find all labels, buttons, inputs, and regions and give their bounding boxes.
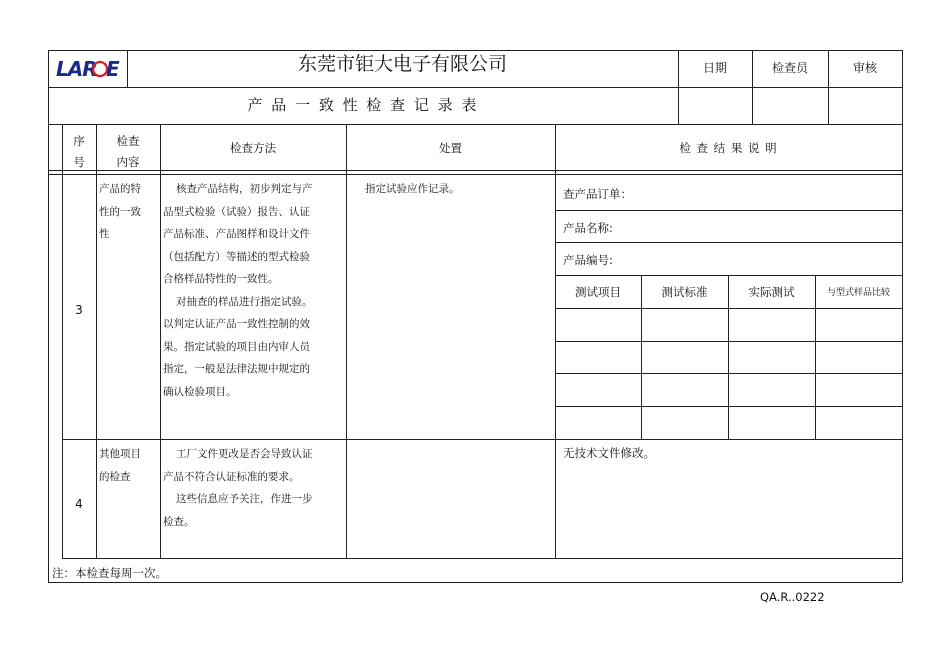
col-header-result: 检 查 结 果 说 明 xyxy=(679,141,778,155)
row-method xyxy=(163,178,313,403)
svg-text:E: E xyxy=(106,57,120,81)
text-line: 其他项目 xyxy=(99,448,141,460)
text-line: 的检查 xyxy=(99,470,131,483)
row-result: 无技术文件修改。 xyxy=(563,446,655,460)
text-line: 果。指定试验的项目由内审人员 xyxy=(163,340,310,353)
col-header-seq-text: 序号 xyxy=(73,134,85,169)
order-field-label: 查产品订单： xyxy=(563,187,632,201)
col-header-content-text: 检查内容 xyxy=(116,134,140,169)
test-standard-header: 测试标准 xyxy=(661,285,708,299)
row-number: 4 xyxy=(75,497,83,511)
compare-sample-header: 与型式样品比较 xyxy=(826,288,890,298)
text-line: 性的一致 xyxy=(99,205,141,218)
col-header-disposal: 处置 xyxy=(439,141,462,155)
date-label: 日期 xyxy=(702,61,727,75)
row-disposal: 指定试验应作记录。 xyxy=(365,183,460,195)
product-name-label: 产品名称: xyxy=(563,221,613,235)
text-line: 检查。 xyxy=(163,515,195,528)
text-line: 对抽查的样品进行指定试验。 xyxy=(176,295,313,308)
text-line: 工厂文件更改是否会导致认证 xyxy=(176,448,313,460)
text-line: 性 xyxy=(99,228,110,240)
test-item-header: 测试项目 xyxy=(575,285,621,299)
col-header-seq xyxy=(62,131,96,173)
text-line: 合格样品特性的一致性。 xyxy=(163,273,279,285)
company-logo xyxy=(54,54,124,82)
product-code-label: 产品编号: xyxy=(563,253,613,267)
actual-test-header: 实际测试 xyxy=(748,285,795,299)
text-line: 品型式检验（试验）报告、认证 xyxy=(163,205,310,218)
text-line: 指定，一般是法律法规中规定的 xyxy=(163,363,310,375)
text-line: 产品标准、产品图样和设计文件 xyxy=(163,228,310,240)
logo-mark xyxy=(54,54,124,82)
text-line: （包括配方）等描述的型式检验 xyxy=(163,250,310,263)
review-label: 审核 xyxy=(852,61,877,75)
inspector-label: 检查员 xyxy=(771,61,808,75)
document-code: QA.R..0222 xyxy=(760,590,825,604)
form-title: 产 品 一 致 性 检 查 记 录 表 xyxy=(247,96,479,114)
text-line: 核查产品结构，初步判定与产 xyxy=(176,183,313,195)
row-content xyxy=(99,443,141,488)
text-line: 产品的特 xyxy=(99,183,141,195)
row-number: 3 xyxy=(75,303,83,317)
company-name: 东莞市钜大电子有限公司 xyxy=(297,53,507,75)
text-line: 以判定认证产品一致性控制的效 xyxy=(163,318,310,330)
svg-text:LAR: LAR xyxy=(56,57,97,81)
row-method xyxy=(163,443,313,533)
col-header-method: 检查方法 xyxy=(230,141,276,155)
text-line: 产品不符合认证标准的要求。 xyxy=(163,470,300,483)
row-content xyxy=(99,178,141,246)
col-header-content xyxy=(96,131,160,173)
text-line: 确认检验项目。 xyxy=(163,385,237,398)
footer-note: 注：本检查每周一次。 xyxy=(52,566,167,580)
text-line: 这些信息应予关注，作进一步 xyxy=(176,493,313,505)
